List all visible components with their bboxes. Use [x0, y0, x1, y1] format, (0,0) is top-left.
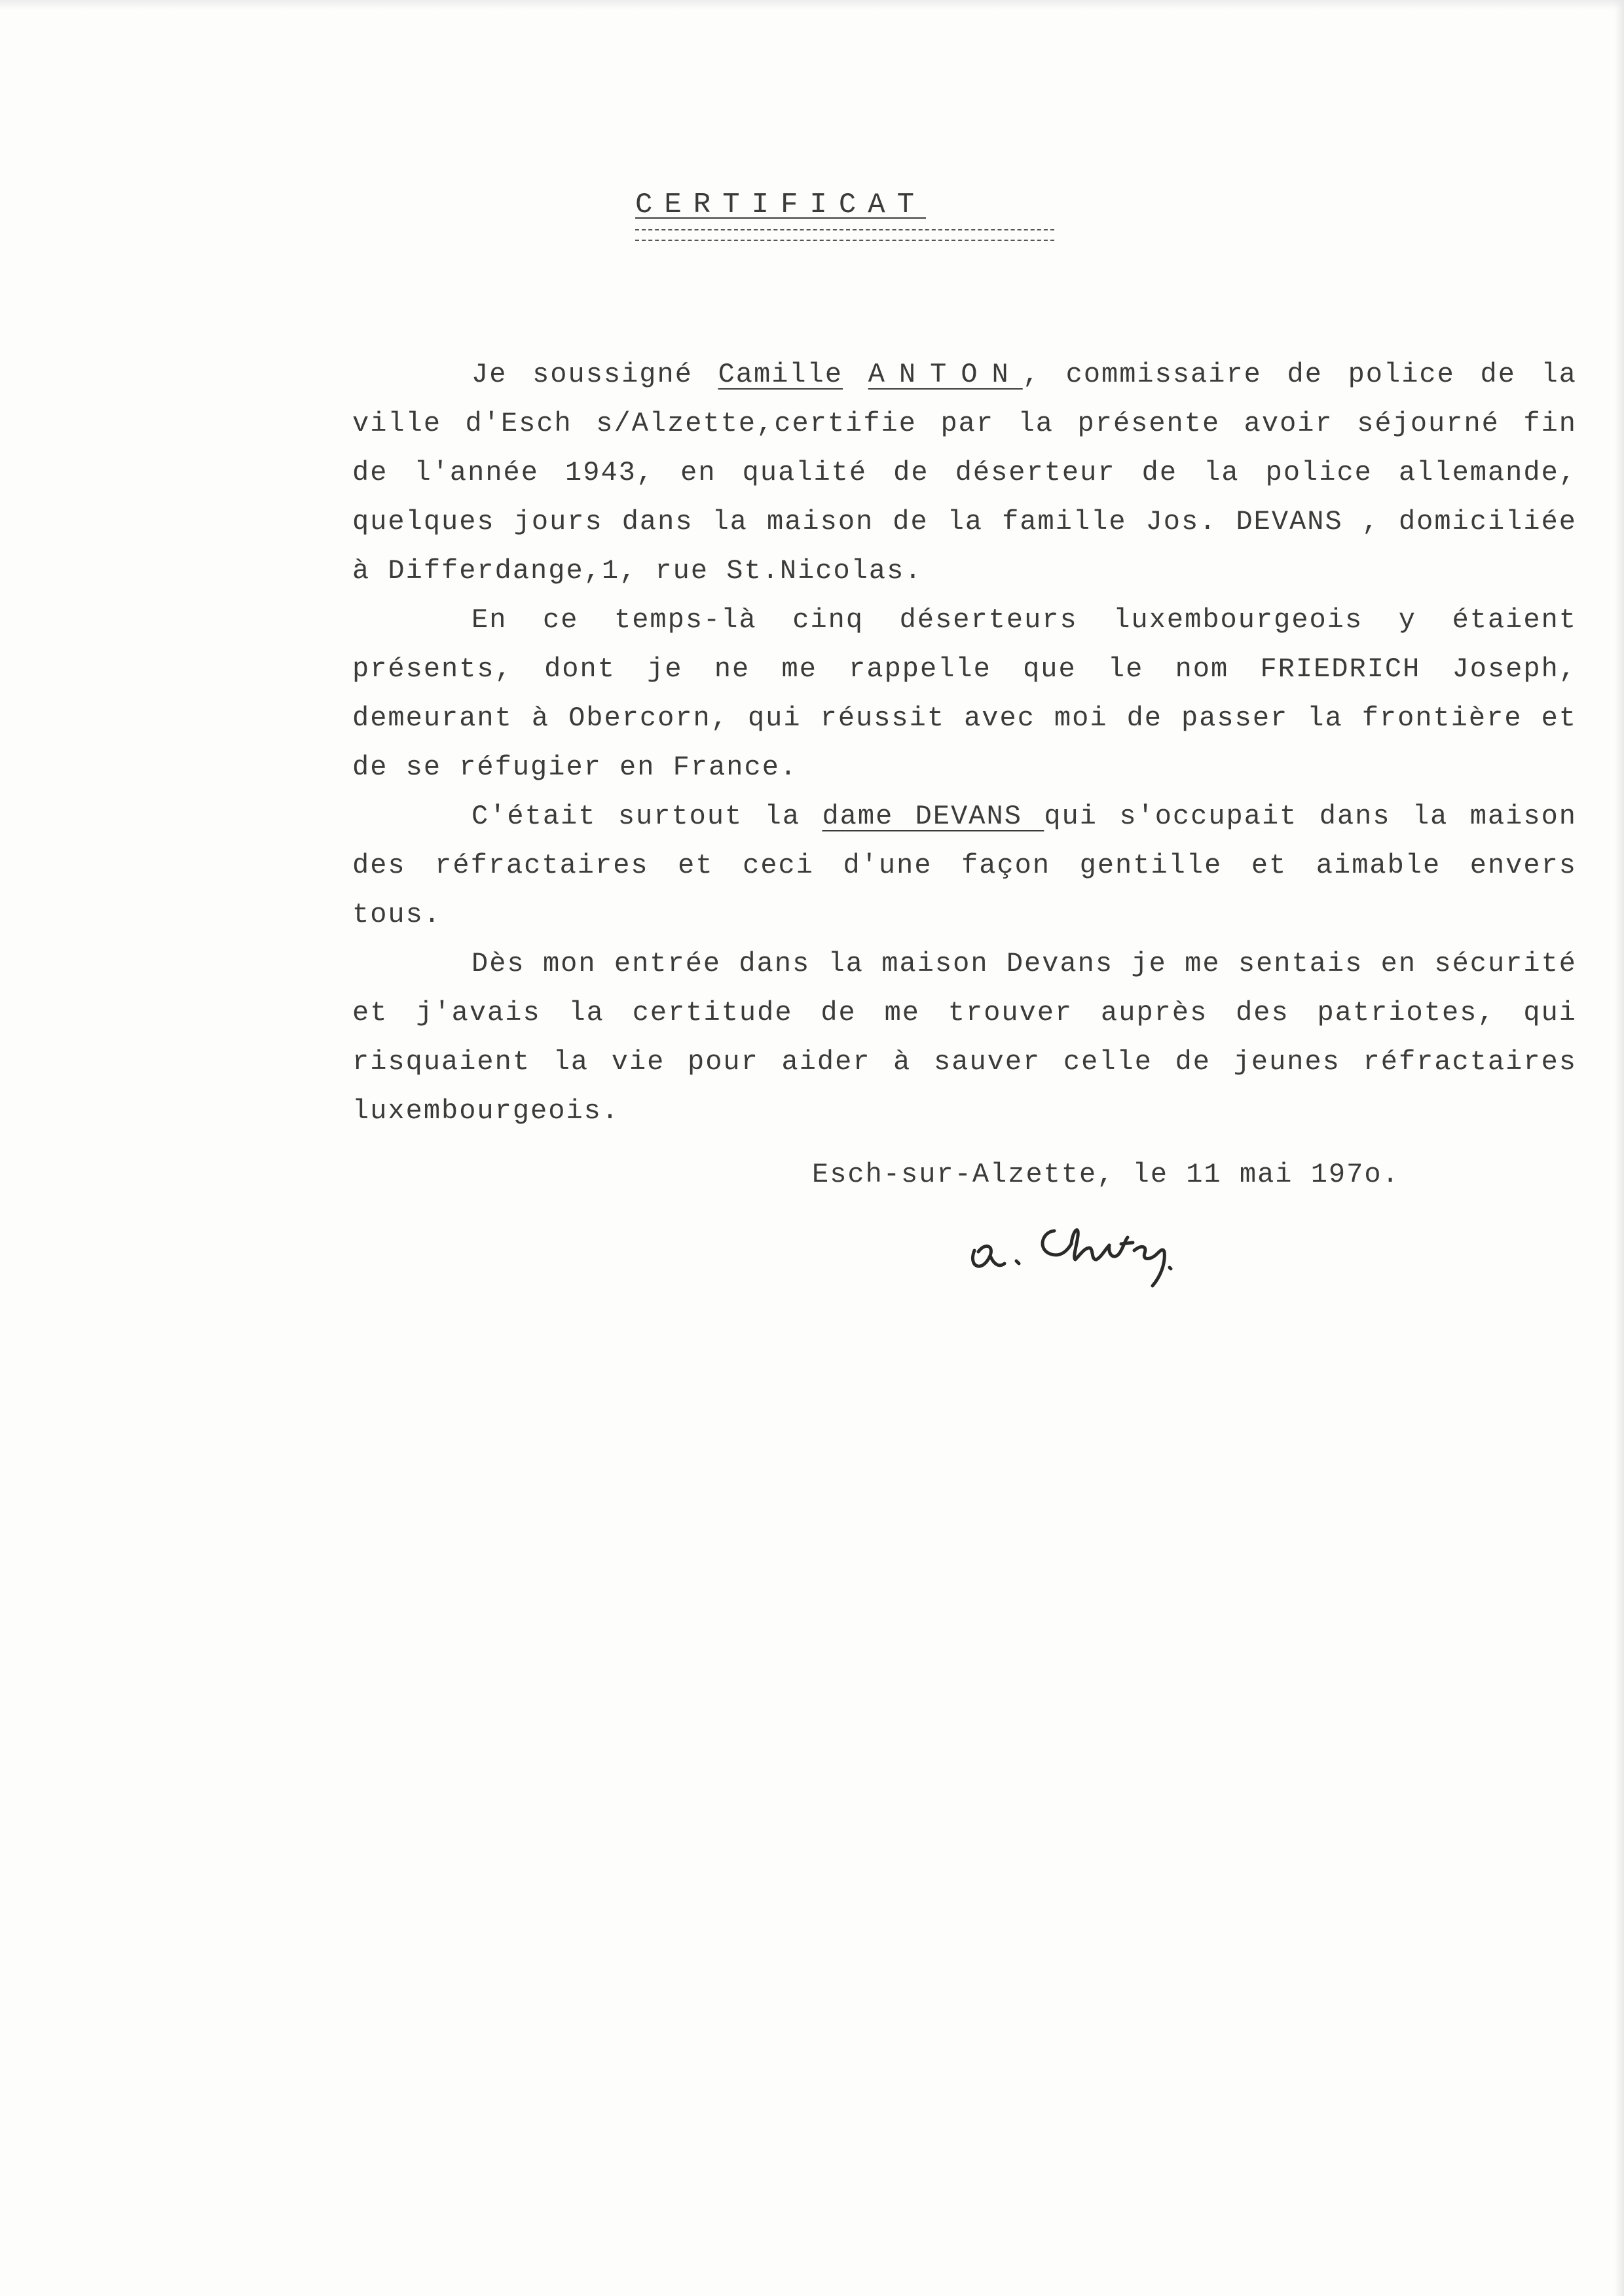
page-edge-shadow-right — [1615, 0, 1624, 2296]
paragraph-3 — [352, 792, 1577, 939]
certificate-body — [352, 350, 1577, 1136]
page-edge-shadow-top — [0, 0, 1624, 9]
signatory-last-name: ANTON — [868, 359, 1023, 390]
paragraph-1 — [352, 350, 1577, 596]
paragraph-4: Dès mon entrée dans la maison Devans je me sentais en sécurité et j'avais la certitude de me trouver auprès des patriotes, qui risquaient la vie pour aider à sauver celle de jeunes réfractaires luxembourgeois. — [352, 948, 1577, 1127]
paragraph-1-rest: , commissaire de police de la ville d'Esch s/Alzette,certifie par la présente avoir séjourné fin de l'année 1943, en qualité de déserteur de la police allemande, quelques jours dans la maison de la famille Jos. DEVANS , domiciliée à Differdange,1, rue St.Nicolas. — [352, 359, 1577, 587]
document-title: CERTIFICAT — [635, 189, 927, 221]
title-double-rule — [635, 229, 1054, 241]
signatory-first-name: Camille — [718, 359, 843, 390]
paragraph-1-intro: Je soussigné — [471, 359, 718, 390]
handwritten-signature-icon — [956, 1205, 1192, 1290]
place-date-line: Esch-sur-Alzette, le 11 mai 197o. — [812, 1159, 1400, 1190]
paragraph-3-rest: qui s'occupait dans la maison des réfractaires et ceci d'une façon gentille et aimable envers tous. — [352, 801, 1578, 930]
dame-devans-underlined: dame DEVANS — [822, 801, 1044, 832]
paragraph-3-intro: C'était surtout la — [471, 801, 822, 832]
paragraph-2: En ce temps-là cinq déserteurs luxembourgeois y étaient présents, dont je ne me rappelle que le nom FRIEDRICH Joseph, demeurant à Obercorn, qui réussit avec moi de passer la frontière et de se réfugier en France. — [352, 604, 1577, 783]
